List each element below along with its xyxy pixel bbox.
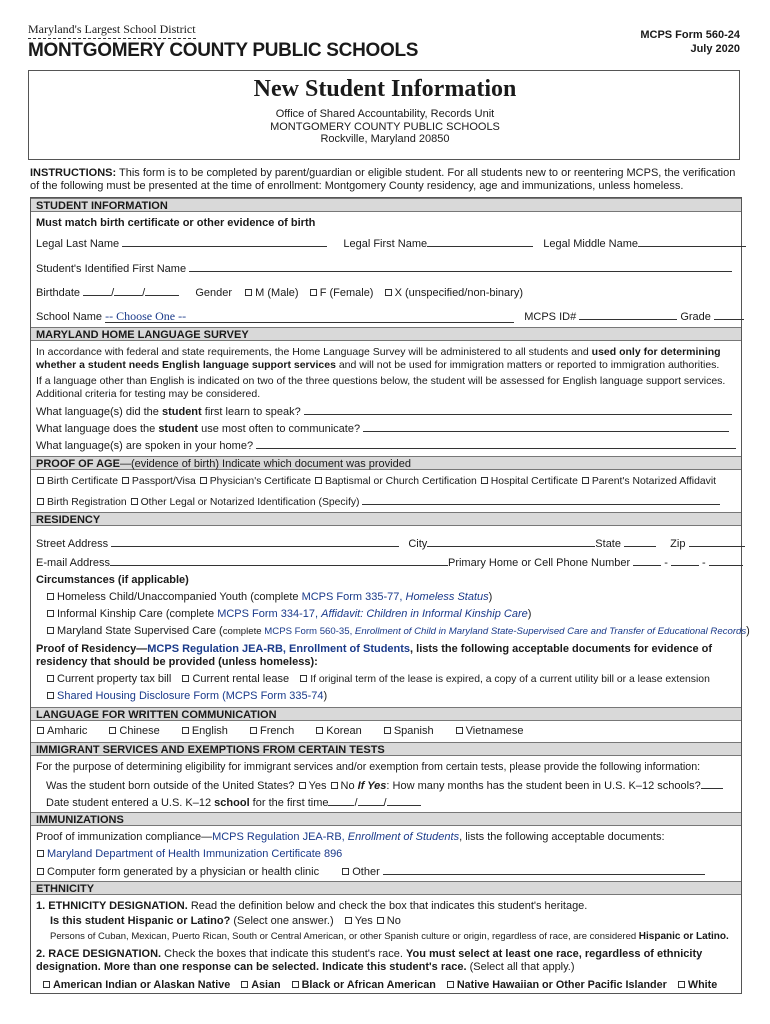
- email-label: E-mail Address: [36, 557, 110, 569]
- school-name-label: School Name: [36, 311, 103, 323]
- birthdate-label: Birthdate: [36, 287, 81, 299]
- birth-certificate-checkbox[interactable]: [37, 477, 44, 484]
- shared-housing-close: ): [323, 690, 328, 702]
- state-care-close: ): [746, 625, 750, 637]
- mcps-id-label: MCPS ID#: [524, 311, 577, 323]
- race-options-row: [42, 979, 717, 992]
- other-immunization-checkbox[interactable]: [342, 868, 349, 875]
- race-designation-emphasis: You must select at least one race, regardless of ethnicity designation. More than one response can be selected. Indicate this student's race.: [36, 948, 703, 973]
- phone-line-field[interactable]: [709, 555, 743, 566]
- other-immunization-field[interactable]: [383, 864, 705, 875]
- tax-bill-label: Current property tax bill: [57, 673, 172, 685]
- immunization-proof-end: , lists the following acceptable documents:: [459, 831, 665, 843]
- survey-q1-field[interactable]: [304, 404, 732, 415]
- phone-label: Primary Home or Cell Phone Number: [447, 557, 631, 569]
- korean-label: Korean: [326, 725, 362, 737]
- date-entered-emphasis: school: [214, 797, 250, 809]
- survey-paragraph-2: If a language other than English is indicated on two of the three questions below, the student will be assessed for English language support services. Additional criteria for testing may be considered.: [36, 375, 726, 400]
- section-immunizations: IMMUNIZATIONS: [31, 812, 741, 826]
- gender-x-label: X (unspecified/non-binary): [394, 287, 523, 299]
- english-checkbox[interactable]: [182, 727, 189, 734]
- address-row: [36, 536, 745, 551]
- birth-registration-label: Birth Registration: [47, 497, 127, 508]
- passport-checkbox[interactable]: [122, 477, 129, 484]
- spanish-label: Spanish: [393, 725, 434, 737]
- circumstance-state-care-row: [46, 625, 750, 638]
- section-ethnicity: ETHNICITY: [31, 881, 741, 895]
- form-number: MCPS Form 560-24: [640, 29, 740, 41]
- contact-row: E-mail Address Primary Home or Cell Phone Number - -: [36, 555, 743, 570]
- entered-month-field[interactable]: [328, 795, 354, 806]
- district-tagline: Maryland's Largest School District: [28, 22, 196, 39]
- legal-names-row: [36, 236, 746, 251]
- homeless-label: Homeless Child/Unaccompanied Youth (complete: [57, 591, 302, 603]
- instructions-text: This form is to be completed by parent/guardian or eligible student. For all students new to or reentering MCPS, the verification of the following must be presented at the time of enrollment: Montgomery County residency, age and immunizations, unless homeless.: [30, 167, 736, 192]
- born-outside-no-label: No: [340, 780, 355, 792]
- section-proof-of-age: [31, 456, 741, 470]
- survey-q2-end: use most often to communicate?: [198, 423, 361, 435]
- state-care-complete: complete: [222, 626, 265, 637]
- white-label: White: [687, 979, 718, 991]
- date-entered-row: Date student entered a U.S. K–12 school for the first time / /: [46, 795, 421, 810]
- circumstances-heading: Circumstances (if applicable): [36, 574, 189, 586]
- survey-q2-text: What language does the: [36, 423, 159, 435]
- date-entered-label: Date student entered a U.S. K–12: [46, 797, 215, 809]
- state-care-label: Maryland State Supervised Care (: [57, 625, 223, 637]
- proof-residency-regulation-link[interactable]: MCPS Regulation JEA-RB, Enrollment of Students: [147, 643, 411, 655]
- survey-p1-emphasis: used only for determining whether a student needs English language support services: [36, 346, 721, 371]
- last-name-field[interactable]: [122, 236, 327, 247]
- vietnamese-label: Vietnamese: [465, 725, 524, 737]
- birth-day-field[interactable]: [114, 285, 142, 296]
- zip-label: Zip: [670, 538, 686, 550]
- proof-of-residency: [36, 643, 736, 669]
- state-care-form-title[interactable]: Enrollment of Child in Maryland State-Supervised Care and Transfer of Educational Records: [354, 626, 747, 637]
- chinese-label: Chinese: [119, 725, 160, 737]
- form-date: July 2020: [690, 43, 740, 55]
- kinship-form-link[interactable]: MCPS Form 334-17,: [217, 608, 322, 620]
- last-name-label: Legal Last Name: [36, 238, 120, 250]
- tax-bill-checkbox[interactable]: [47, 675, 54, 682]
- city-label: City: [408, 538, 428, 550]
- form-id: [640, 28, 740, 56]
- identified-name-row: [36, 261, 732, 276]
- race-designation-text: Check the boxes that indicate this student's race.: [161, 948, 406, 960]
- survey-q2-row: [36, 421, 729, 436]
- circumstance-homeless-row: [46, 591, 492, 604]
- born-outside-no-checkbox[interactable]: [331, 782, 338, 789]
- black-checkbox[interactable]: [292, 981, 299, 988]
- physician-certificate-checkbox[interactable]: [200, 477, 207, 484]
- grade-field[interactable]: [714, 309, 744, 320]
- proof-of-age-heading-rest: —(evidence of birth) Indicate which document was provided: [119, 458, 411, 470]
- birth-year-field[interactable]: [145, 285, 179, 296]
- section-immigrant-services: IMMIGRANT SERVICES AND EXEMPTIONS FROM CERTAIN TESTS: [31, 742, 741, 756]
- date-entered-end: for the first time: [249, 797, 329, 809]
- office-address: [28, 108, 742, 146]
- proof-residency-label: Proof of Residency—: [36, 643, 148, 655]
- shared-housing-checkbox[interactable]: [47, 692, 54, 699]
- identified-first-label: Student's Identified First Name: [36, 263, 187, 275]
- spanish-checkbox[interactable]: [384, 727, 391, 734]
- homeless-checkbox[interactable]: [47, 593, 54, 600]
- survey-q2-emphasis: student: [158, 423, 199, 435]
- chinese-checkbox[interactable]: [109, 727, 116, 734]
- school-select-value: -- Choose One --: [105, 309, 187, 323]
- immunization-proof-line: [36, 831, 665, 844]
- hispanic-definition-text: Persons of Cuban, Mexican, Puerto Rican, South or Central American, or other Spanish culture or origin, regardless of race, are considered: [50, 931, 639, 942]
- identified-first-field[interactable]: [189, 261, 732, 272]
- months-field[interactable]: [701, 778, 723, 789]
- survey-q1-emphasis: student: [161, 406, 202, 418]
- shared-housing-row: [46, 690, 327, 703]
- hospital-certificate-checkbox[interactable]: [481, 477, 488, 484]
- pacific-islander-label: Native Hawaiian or Other Pacific Islander: [456, 979, 667, 991]
- race-designation-label: 2. RACE DESIGNATION.: [36, 948, 162, 960]
- homeless-form-link[interactable]: MCPS Form 335-77,: [301, 591, 406, 603]
- survey-q2-field[interactable]: [363, 421, 729, 432]
- french-label: French: [259, 725, 295, 737]
- street-field[interactable]: [111, 536, 399, 547]
- hispanic-question: Is this student Hispanic or Latino?: [50, 915, 231, 927]
- birth-registration-checkbox[interactable]: [37, 498, 44, 505]
- survey-q1-text: What language(s) did the: [36, 406, 162, 418]
- section-student-information: STUDENT INFORMATION: [31, 198, 741, 212]
- utility-bill-checkbox[interactable]: [300, 675, 307, 682]
- grade-label: Grade: [680, 311, 711, 323]
- utility-bill-label: If original term of the lease is expired, a copy of a current utility bill or a lease extension: [310, 674, 710, 685]
- first-name-field[interactable]: [427, 236, 533, 247]
- gender-m-label: M (Male): [255, 287, 299, 299]
- immunization-other-row: [36, 864, 705, 879]
- immunization-proof-label: Proof of immunization compliance—: [36, 831, 213, 843]
- ethnicity-designation-label: 1. ETHNICITY DESIGNATION.: [36, 900, 188, 912]
- immunization-certificate-row: [36, 848, 342, 861]
- section-written-language: LANGUAGE FOR WRITTEN COMMUNICATION: [31, 707, 741, 721]
- rental-lease-checkbox[interactable]: [182, 675, 189, 682]
- proof-of-age-row-2: [36, 494, 720, 509]
- proof-of-age-row-1: [36, 475, 716, 488]
- school-name-select[interactable]: [105, 310, 514, 323]
- amharic-checkbox[interactable]: [37, 727, 44, 734]
- email-field[interactable]: [110, 555, 448, 566]
- gender-x-checkbox[interactable]: [385, 289, 392, 296]
- korean-checkbox[interactable]: [316, 727, 323, 734]
- student-info-subheading: Must match birth certificate or other evidence of birth: [36, 217, 316, 229]
- gender-f-label: F (Female): [319, 287, 374, 299]
- vietnamese-checkbox[interactable]: [456, 727, 463, 734]
- homeless-close: ): [488, 591, 493, 603]
- born-outside-yes-label: Yes: [308, 780, 327, 792]
- hospital-certificate-label: Hospital Certificate: [490, 476, 578, 487]
- other-immunization-label: Other: [352, 866, 380, 878]
- birth-certificate-label: Birth Certificate: [47, 476, 119, 487]
- section-residency: RESIDENCY: [31, 512, 741, 526]
- survey-q1-end: first learn to speak?: [201, 406, 301, 418]
- residency-docs-row: [46, 673, 710, 686]
- survey-p1-end: and will not be used for immigration matters or reported to immigration authorities.: [335, 359, 720, 371]
- gender-f-checkbox[interactable]: [310, 289, 317, 296]
- hispanic-no-label: No: [386, 915, 401, 927]
- immunization-certificate-link[interactable]: Maryland Department of Health Immunization Certificate 896: [47, 848, 343, 860]
- instructions: [30, 167, 742, 193]
- zip-field[interactable]: [689, 536, 745, 547]
- kinship-label: Informal Kinship Care (complete: [57, 608, 218, 620]
- gender-label: Gender: [195, 287, 233, 299]
- kinship-form-title[interactable]: Affidavit: Children in Informal Kinship Care: [321, 608, 528, 620]
- proof-of-age-heading: PROOF OF AGE: [36, 458, 120, 470]
- hispanic-yes-label: Yes: [354, 915, 373, 927]
- street-label: Street Address: [36, 538, 109, 550]
- entered-year-field[interactable]: [387, 795, 421, 806]
- phone-prefix-field[interactable]: [671, 555, 699, 566]
- birth-month-field[interactable]: [83, 285, 111, 296]
- months-question: : How many months has the student been in U.S. K–12 schools?: [386, 780, 701, 792]
- amharic-label: Amharic: [47, 725, 88, 737]
- physician-certificate-label: Physician's Certificate: [209, 476, 312, 487]
- notarized-affidavit-checkbox[interactable]: [582, 477, 589, 484]
- office-line-3: Rockville, Maryland 20850: [320, 133, 450, 145]
- notarized-affidavit-label: Parent's Notarized Affidavit: [591, 476, 717, 487]
- white-checkbox[interactable]: [678, 981, 685, 988]
- hispanic-question-row: [50, 915, 401, 928]
- born-outside-yes-checkbox[interactable]: [299, 782, 306, 789]
- middle-name-field[interactable]: [638, 236, 746, 247]
- kinship-close: ): [527, 608, 532, 620]
- written-language-row: [36, 725, 524, 738]
- survey-q3-field[interactable]: [256, 438, 736, 449]
- born-outside-row: [46, 778, 723, 793]
- english-label: English: [191, 725, 228, 737]
- ethnicity-designation: [36, 900, 587, 913]
- born-outside-question: Was the student born outside of the United States?: [46, 780, 295, 792]
- state-care-form-link[interactable]: MCPS Form 560-35,: [264, 626, 355, 637]
- other-identification-checkbox[interactable]: [131, 498, 138, 505]
- hispanic-no-checkbox[interactable]: [377, 917, 384, 924]
- black-label: Black or African American: [301, 979, 436, 991]
- page-title: New Student Information: [253, 76, 517, 102]
- state-care-checkbox[interactable]: [47, 627, 54, 634]
- gender-m-checkbox[interactable]: [245, 289, 252, 296]
- french-checkbox[interactable]: [250, 727, 257, 734]
- shared-housing-link[interactable]: Shared Housing Disclosure Form (MCPS Form 335-74: [57, 690, 324, 702]
- state-label: State: [595, 538, 621, 550]
- ethnicity-designation-text: Read the definition below and check the box that indicates this student's heritage.: [187, 900, 588, 912]
- survey-q3-row: [36, 438, 736, 453]
- middle-name-label: Legal Middle Name: [543, 238, 639, 250]
- survey-q3-text: What language(s) are spoken in your home?: [36, 440, 254, 452]
- immunization-certificate-checkbox[interactable]: [37, 850, 44, 857]
- baptismal-checkbox[interactable]: [315, 477, 322, 484]
- computer-form-checkbox[interactable]: [37, 868, 44, 875]
- school-row: [36, 309, 744, 324]
- hispanic-definition: [50, 930, 729, 943]
- state-field[interactable]: [624, 536, 656, 547]
- other-identification-label: Other Legal or Notarized Identification (Specify): [140, 497, 360, 508]
- proof-residency-text: , lists the following acceptable documents for evidence of residency that should be provided (unless homeless):: [36, 643, 712, 668]
- race-designation: [36, 948, 726, 974]
- birthdate-gender-row: Birthdate / / Gender M (Male) F (Female) X (unspecified/non-binary): [36, 287, 523, 299]
- american-indian-checkbox[interactable]: [43, 981, 50, 988]
- immigrant-intro: For the purpose of determining eligibility for immigrant services and/or exemption from certain tests, please provide the following information:: [36, 761, 701, 773]
- survey-q1-row: [36, 404, 732, 419]
- other-identification-field[interactable]: [362, 494, 720, 505]
- kinship-checkbox[interactable]: [47, 610, 54, 617]
- first-name-label: Legal First Name: [343, 238, 428, 250]
- instructions-label: INSTRUCTIONS:: [30, 167, 117, 179]
- immunization-regulation-title[interactable]: Enrollment of Students: [347, 831, 460, 843]
- survey-paragraph-1: [36, 346, 736, 372]
- office-line-2: MONTGOMERY COUNTY PUBLIC SCHOOLS: [270, 120, 500, 133]
- race-select-all: (Select all that apply.): [466, 961, 575, 973]
- if-yes-label: If Yes: [357, 780, 387, 792]
- pacific-islander-checkbox[interactable]: [447, 981, 454, 988]
- hispanic-yes-checkbox[interactable]: [345, 917, 352, 924]
- mcps-id-field[interactable]: [579, 309, 677, 320]
- city-field[interactable]: [427, 536, 595, 547]
- entered-day-field[interactable]: [358, 795, 384, 806]
- section-home-language-survey: MARYLAND HOME LANGUAGE SURVEY: [31, 327, 741, 341]
- immunization-regulation-link[interactable]: MCPS Regulation JEA-RB,: [212, 831, 348, 843]
- baptismal-label: Baptismal or Church Certification: [324, 476, 477, 487]
- school-system-name: MONTGOMERY COUNTY PUBLIC SCHOOLS: [28, 40, 419, 61]
- survey-p1-text: In accordance with federal and state requirements, the Home Language Survey will be administered to all students and: [36, 346, 592, 358]
- hispanic-select-one: (Select one answer.): [230, 915, 334, 927]
- phone-area-field[interactable]: [633, 555, 661, 566]
- hispanic-definition-emphasis: Hispanic or Latino.: [638, 931, 729, 942]
- rental-lease-label: Current rental lease: [192, 673, 290, 685]
- circumstance-kinship-row: [46, 608, 531, 621]
- american-indian-label: American Indian or Alaskan Native: [53, 979, 231, 991]
- passport-label: Passport/Visa: [131, 476, 196, 487]
- asian-label: Asian: [251, 979, 281, 991]
- office-line-1: Office of Shared Accountability, Records Unit: [275, 108, 495, 120]
- computer-form-label: Computer form generated by a physician or health clinic: [47, 866, 320, 878]
- asian-checkbox[interactable]: [241, 981, 248, 988]
- homeless-form-title[interactable]: Homeless Status: [405, 591, 489, 603]
